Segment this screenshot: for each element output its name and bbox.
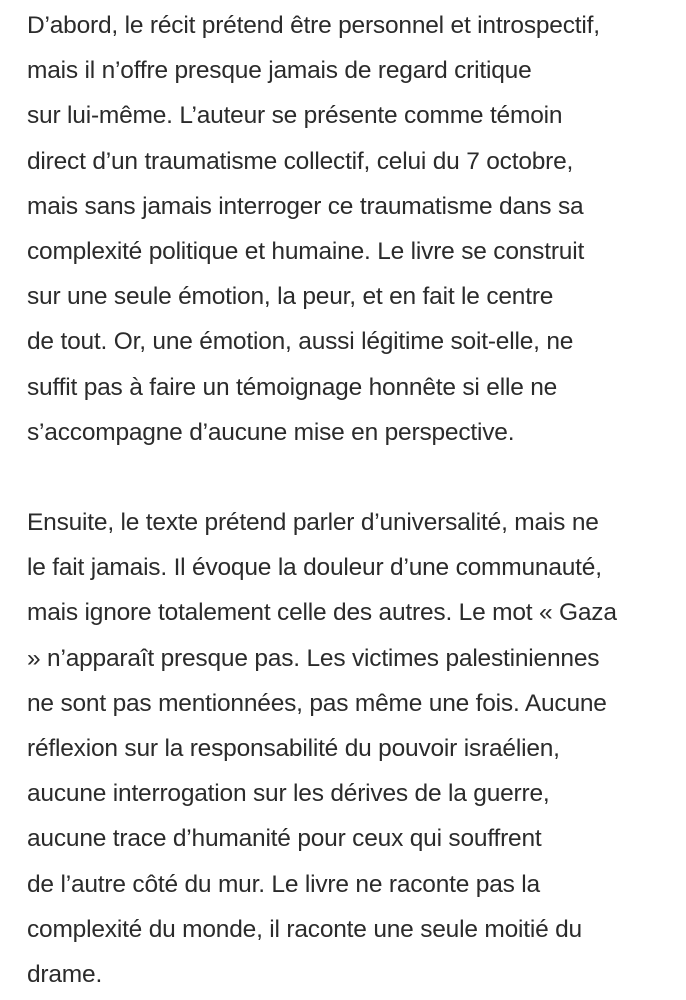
paragraph-line: drame.: [27, 961, 103, 989]
paragraph-line: réflexion sur la responsabilité du pouvoir israélien,: [27, 735, 560, 763]
paragraph-line: direct d’un traumatisme collectif, celui du 7 octobre,: [27, 147, 574, 175]
paragraph-line: suffit pas à faire un témoignage honnête si elle ne: [27, 373, 558, 401]
paragraph-line: aucune interrogation sur les dérives de la guerre,: [27, 780, 550, 808]
paragraph-2: [27, 500, 672, 997]
paragraph-line: sur lui-même. L’auteur se présente comme témoin: [27, 102, 563, 130]
paragraph-line: complexité politique et humaine. Le livre se construit: [27, 238, 585, 266]
paragraph-1: [27, 3, 672, 455]
paragraph-line: ne sont pas mentionnées, pas même une fois. Aucune: [27, 689, 607, 717]
paragraph-line: aucune trace d’humanité pour ceux qui souffrent: [27, 825, 542, 853]
paragraph-line: mais il n’offre presque jamais de regard critique: [27, 57, 532, 85]
paragraph-line: mais ignore totalement celle des autres. Le mot « Gaza: [27, 599, 617, 627]
paragraph-line: de tout. Or, une émotion, aussi légitime soit-elle, ne: [27, 328, 574, 356]
paragraph-line: s’accompagne d’aucune mise en perspective.: [27, 418, 515, 446]
paragraph-line: » n’apparaît presque pas. Les victimes palestiniennes: [27, 644, 600, 672]
paragraph-line: complexité du monde, il raconte une seule moitié du: [27, 915, 582, 943]
paragraph-spacer: [27, 455, 672, 500]
paragraph-line: mais sans jamais interroger ce traumatisme dans sa: [27, 192, 584, 220]
paragraph-line: le fait jamais. Il évoque la douleur d’une communauté,: [27, 554, 602, 582]
paragraph-line: sur une seule émotion, la peur, et en fait le centre: [27, 283, 554, 311]
paragraph-line: de l’autre côté du mur. Le livre ne raconte pas la: [27, 870, 540, 898]
paragraph-line: Ensuite, le texte prétend parler d’universalité, mais ne: [27, 509, 599, 537]
paragraph-line: D’abord, le récit prétend être personnel et introspectif,: [27, 12, 600, 39]
